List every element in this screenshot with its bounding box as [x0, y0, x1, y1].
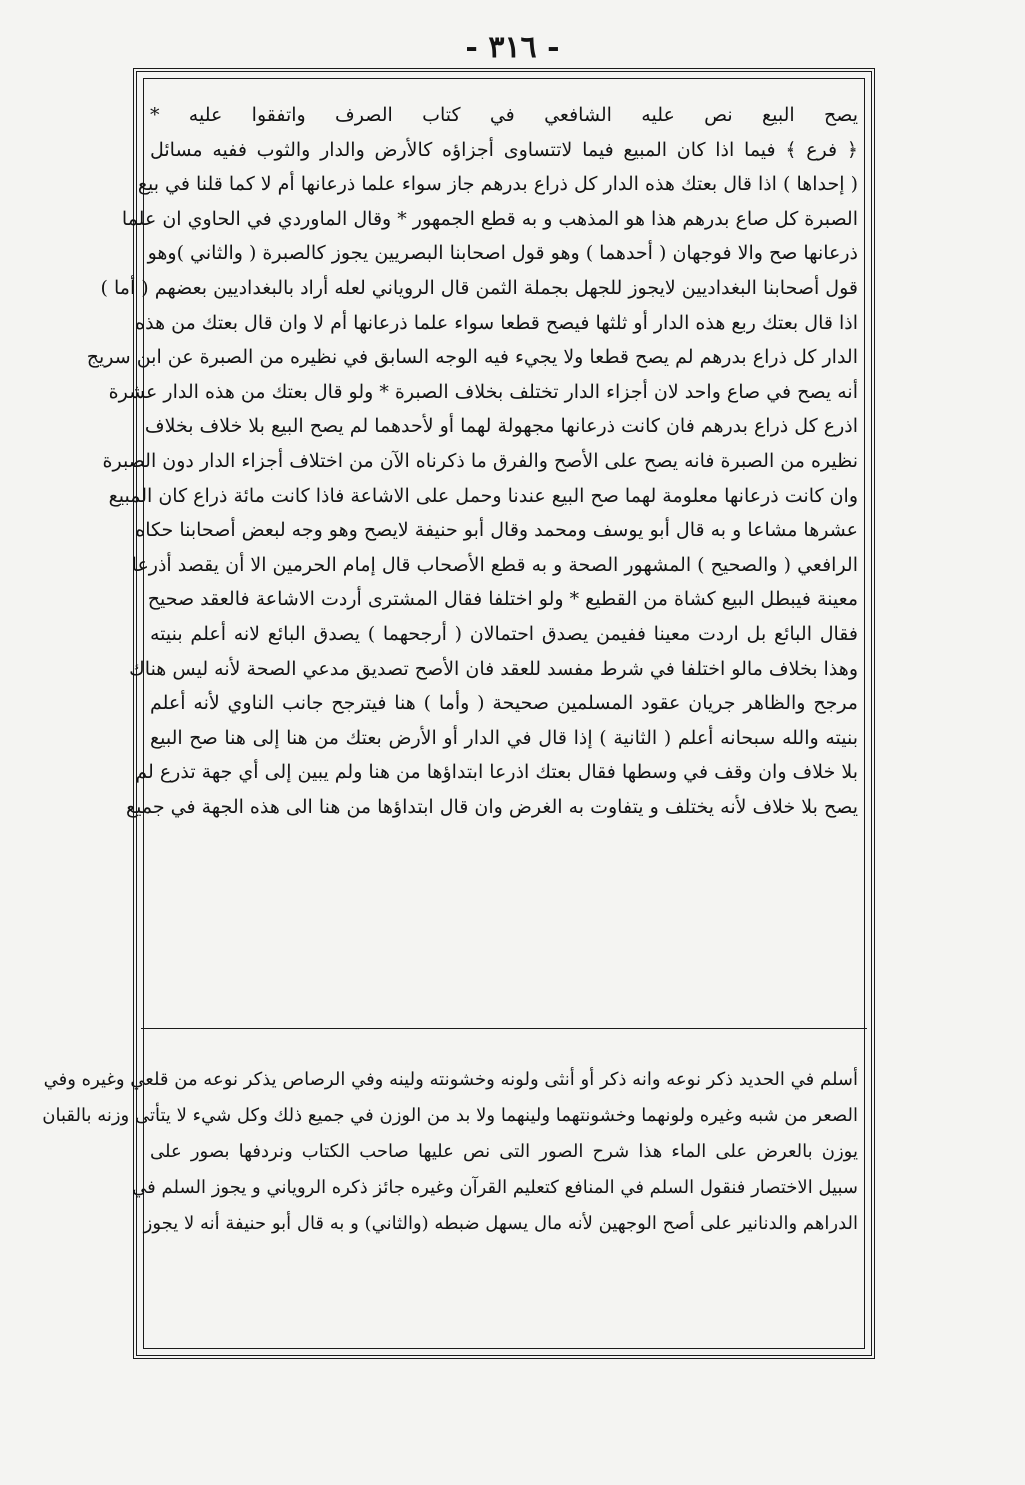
- footnote-line: الصعر من شبه وغيره ولونهما وخشونتهما ولينهما ولا بد من الوزن في جميع ذلك وكل شيء لا يتأتى وزنه بالقبان: [42, 1105, 858, 1126]
- main-text-line: بلا خلاف وان وقف في وسطها فقال بعتك اذرعا ابتداؤها من هنا ولم يبين إلى أي جهة تذرع لم: [135, 761, 858, 784]
- footnote-line: أسلم في الحديد ذكر نوعه وانه ذكر أو أنثى ولونه وخشونته ولينه وفي الرصاص يذكر نوعه من قلعي وغيره وفي: [43, 1069, 858, 1090]
- main-text-line: ﴿ فرع ﴾ فيما اذا كان المبيع فيما لاتتساوى أجزاؤه كالأرض والدار والثوب ففيه مسائل: [150, 138, 858, 161]
- main-text-line: ذرعانها صح والا فوجهان ( أحدهما ) وهو قول اصحابنا البصريين يجوز كالصبرة ( والثاني )وهو: [147, 242, 858, 265]
- footnote-separator: [141, 1028, 867, 1029]
- footnote-text-body: [42, 1062, 858, 1242]
- page-number: - ٣١٦ -: [465, 30, 560, 65]
- main-text-line: معينة فيبطل البيع كشاة من القطيع * ولو اختلفا فقال المشترى أردت الاشاعة فالعقد صحيح: [147, 588, 858, 611]
- main-text-line: الرافعي ( والصحيح ) المشهور الصحة و به قطع الأصحاب قال إمام الحرمين الا أن يقصد أذرعا: [131, 553, 858, 576]
- footnote-line: سبيل الاختصار فنقول السلم في المنافع كتعليم القرآن وغيره جائز ذكره الروياني و يجوز السلم في: [132, 1177, 858, 1198]
- main-text-body: [86, 98, 858, 824]
- footnote-line: يوزن بالعرض على الماء هذا شرح الصور التى نص عليها صاحب الكتاب ونردفها بصور على: [150, 1141, 858, 1162]
- main-text-line: وهذا بخلاف مالو اختلفا في شرط مفسد للعقد فان الأصح تصديق مدعي الصحة لأنه ليس هناك: [129, 657, 858, 680]
- main-text-line: ( إحداها ) اذا قال بعتك هذه الدار كل ذراع بدرهم جاز سواء علما ذرعانها أم لا كما قلنا في بيع: [137, 173, 858, 196]
- main-text-line: اذرع كل ذراع بدرهم فان كانت ذرعانها مجهولة لهما أو لأحدهما لم يصح البيع بلا خلاف بخلاف: [144, 415, 858, 438]
- main-text-line: فقال البائع بل اردت معينا ففيمن يصدق احتمالان ( أرجحهما ) يصدق البائع لانه أعلم بنيته: [150, 622, 858, 645]
- main-text-line: قول أصحابنا البغداديين لايجوز للجهل بجملة الثمن قال الروياني لعله أراد بالبغداديين بعضهم ( أما ): [100, 276, 858, 299]
- main-text-line: الصبرة كل صاع بدرهم هذا هو المذهب و به قطع الجمهور * وقال الماوردي في الحاوي ان علما: [121, 207, 858, 230]
- main-text-line: وان كانت ذرعانها معلومة لهما صح البيع عندنا وحمل على الاشاعة فاذا كانت مائة ذراع كان المبيع: [108, 484, 858, 507]
- main-text-line: اذا قال بعتك ربع هذه الدار أو ثلثها فيصح قطعا سواء علما ذرعانها أم لا وان قال بعتك من هذه: [135, 311, 858, 334]
- main-text-line: نظيره من الصبرة فانه يصح على الأصح والفرق ما ذكرناه الآن من اختلاف أجزاء الدار دون الصبرة: [102, 449, 858, 472]
- main-text-line: بنيته والله سبحانه أعلم ( الثانية ) إذا قال في الدار أو الأرض بعتك من هنا إلى هنا صح البيع: [150, 726, 858, 749]
- main-text-line: يصح بلا خلاف لأنه يختلف و يتفاوت به الغرض وان قال ابتداؤها من هنا الى هذه الجهة في جميع: [126, 795, 858, 818]
- main-text-line: الدار كل ذراع بدرهم لم يصح قطعا ولا يجيء فيه الوجه السابق في نظيره من الصبرة عن ابن سريج: [86, 346, 858, 369]
- footnote-line: الدراهم والدنانير على أصح الوجهين لأنه مال يسهل ضبطه (والثاني) و به قال أبو حنيفة أنه لا يجوز: [143, 1213, 858, 1234]
- main-text-line: أنه يصح في صاع واحد لان أجزاء الدار تختلف بخلاف الصبرة * ولو قال بعتك من هذه الدار عشرة: [108, 380, 858, 403]
- main-text-line: مرجح والظاهر جريان عقود المسلمين صحيحة ( وأما ) هنا فيترجح جانب الناوي لأنه أعلم: [150, 692, 858, 715]
- main-text-line: عشرها مشاعا و به قال أبو يوسف ومحمد وقال أبو حنيفة لايصح وهو وجه لبعض أصحابنا حكاه: [135, 519, 858, 542]
- main-text-line: يصح البيع نص عليه الشافعي في كتاب الصرف واتفقوا عليه *: [150, 104, 858, 126]
